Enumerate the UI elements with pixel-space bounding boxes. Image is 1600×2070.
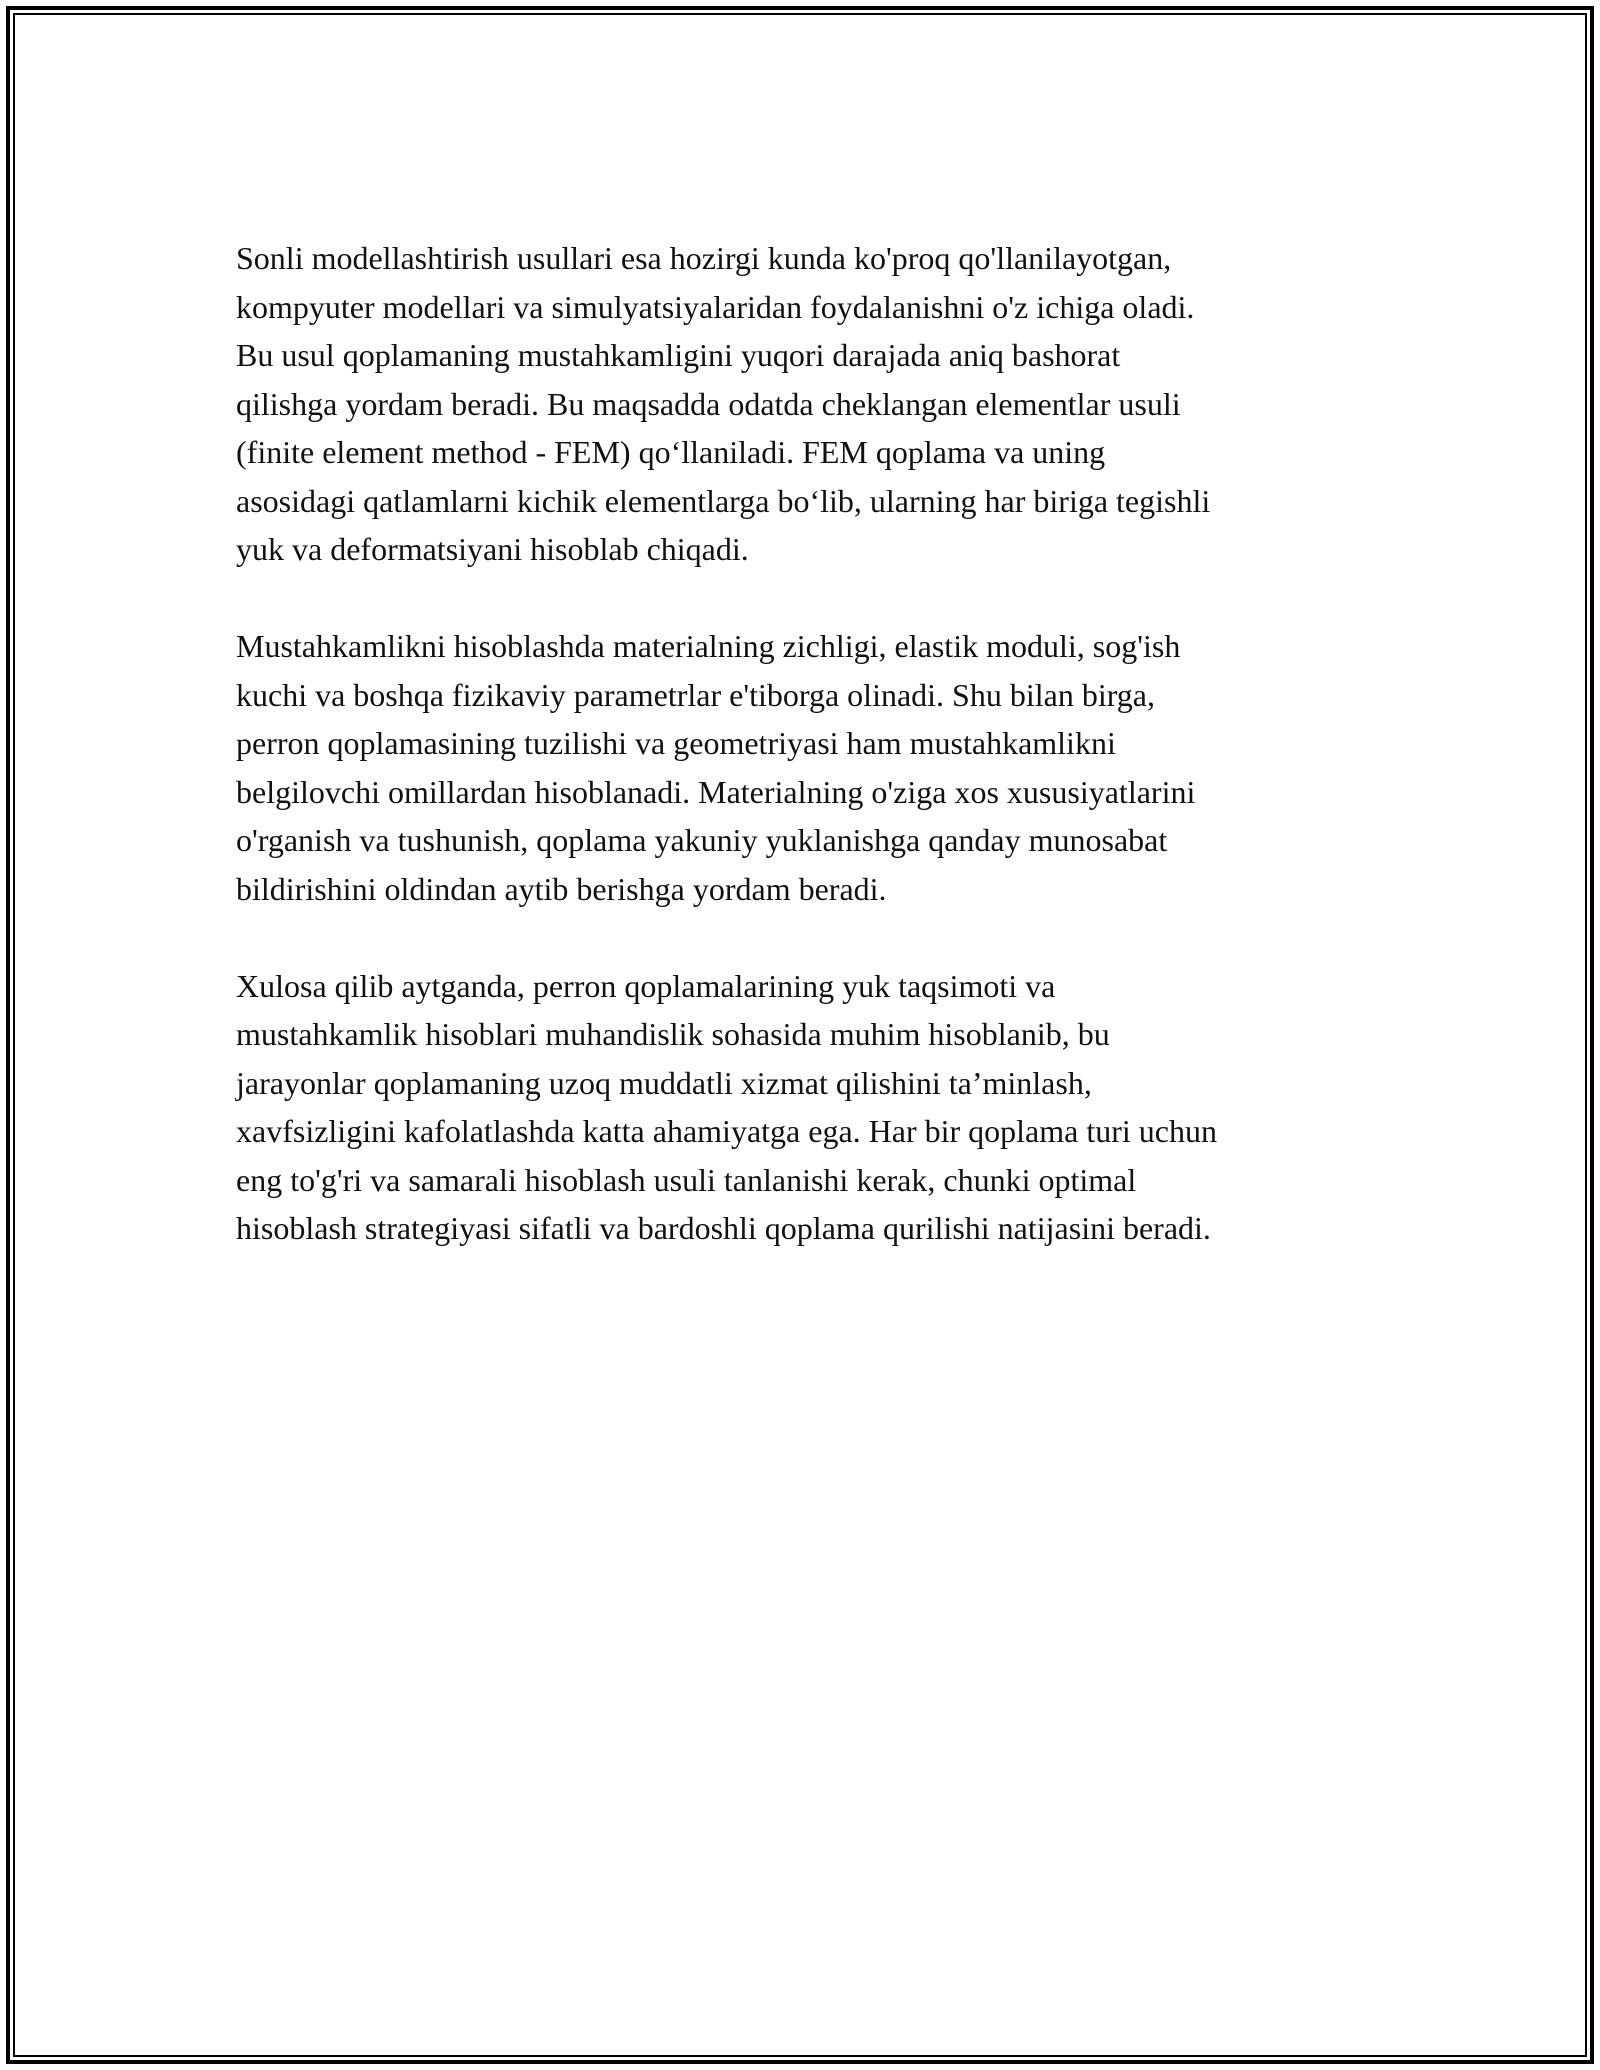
- document-body: [236, 234, 1386, 1301]
- text-line: Mustahkamlikni hisoblashda materialning zichligi, elastik moduli, sog'ish: [236, 628, 1181, 664]
- text-line: kuchi va boshqa fizikaviy parametrlar e'tiborga olinadi. Shu bilan birga,: [236, 676, 1155, 713]
- text-line: perron qoplamasining tuzilishi va geometriyasi ham mustahkamlikni: [236, 725, 1116, 761]
- paragraph-3: [236, 962, 1386, 1253]
- text-line: jarayonlar qoplamaning uzoq muddatli xizmat qilishini ta’minlash,: [236, 1064, 1092, 1101]
- paragraph-2: [236, 622, 1386, 913]
- text-line: (finite element method - FEM) qo‘llaniladi. FEM qoplama va uning: [236, 434, 1106, 470]
- text-line: asosidagi qatlamlarni kichik elementlarga bo‘lib, ularning har biriga tegishli: [236, 482, 1211, 519]
- text-line: kompyuter modellari va simulyatsiyalaridan foydalanishni o'z ichiga oladi.: [236, 288, 1195, 325]
- text-line: Bu usul qoplamaning mustahkamligini yuqori darajada aniq bashorat: [236, 337, 1121, 373]
- text-line: eng to'g'ri va samarali hisoblash usuli tanlanishi kerak, chunki optimal: [236, 1161, 1137, 1198]
- text-line: Xulosa qilib aytganda, perron qoplamalarining yuk taqsimoti va: [236, 967, 1056, 1004]
- text-line: hisoblash strategiyasi sifatli va bardoshli qoplama qurilishi natijasini beradi.: [236, 1210, 1211, 1246]
- text-line: bildirishini oldindan aytib berishga yordam beradi.: [236, 870, 887, 907]
- text-line: Sonli modellashtirish usullari esa hozirgi kunda ko'proq qo'llanilayotgan,: [236, 240, 1172, 276]
- text-line: o'rganish va tushunish, qoplama yakuniy yuklanishga qanday munosabat: [236, 822, 1168, 858]
- text-line: xavfsizligini kafolatlashda katta ahamiyatga ega. Har bir qoplama turi uchun: [236, 1113, 1217, 1149]
- text-line: yuk va deformatsiyani hisoblab chiqadi.: [236, 531, 749, 567]
- text-line: qilishga yordam beradi. Bu maqsadda odatda cheklangan elementlar usuli: [236, 385, 1181, 422]
- paragraph-1: [236, 234, 1386, 574]
- text-line: mustahkamlik hisoblari muhandislik sohasida muhim hisoblanib, bu: [236, 1016, 1110, 1052]
- text-line: belgilovchi omillardan hisoblanadi. Materialning o'ziga xos xususiyatlarini: [236, 773, 1196, 810]
